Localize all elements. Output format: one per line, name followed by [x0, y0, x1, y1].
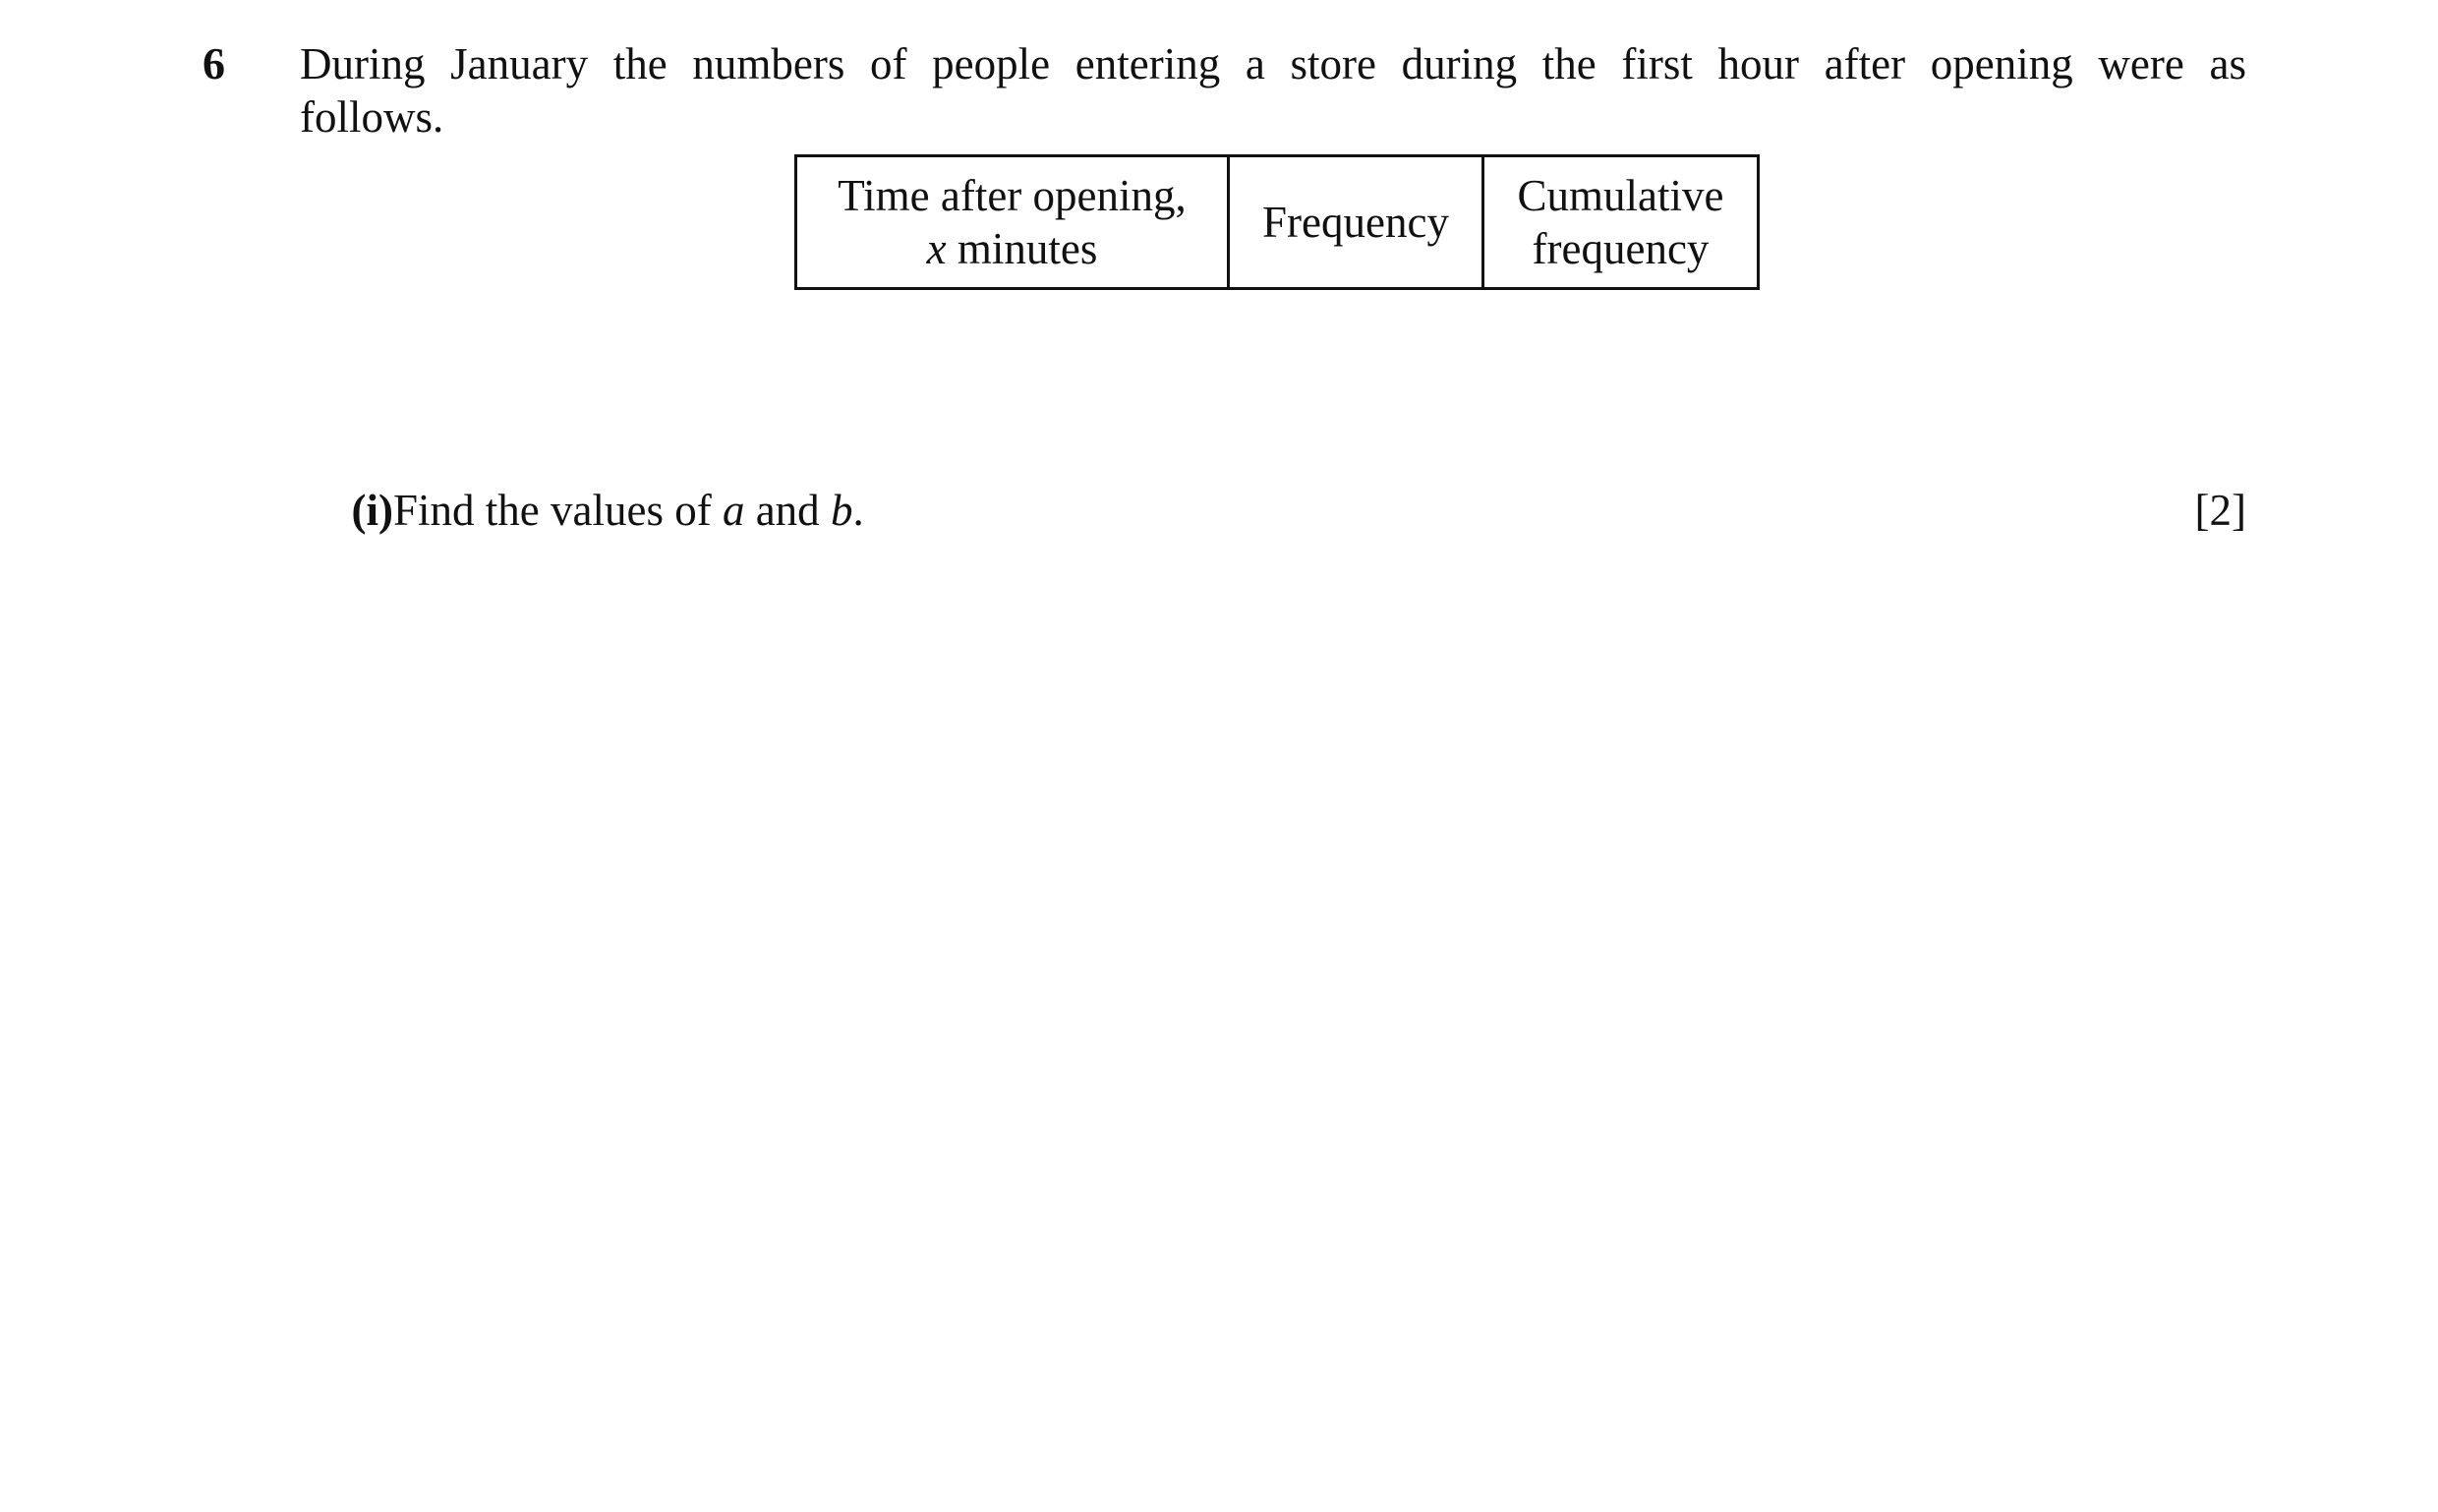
- intro-line-1: During January the numbers of people entering a store during the first hour after opening were as: [300, 39, 2246, 88]
- question-number: 6: [203, 38, 225, 88]
- part-i-marks: [2]: [2194, 486, 2246, 535]
- question-intro: [300, 37, 2246, 144]
- frequency-table: [794, 154, 1760, 290]
- header-frequency: Frequency: [1229, 156, 1483, 289]
- part-i-text: [393, 484, 2246, 537]
- part-i-text-a: Find the values of: [393, 486, 723, 535]
- header-time-unit: minutes: [946, 224, 1098, 273]
- header-time-after-opening: [796, 156, 1229, 289]
- header-cum-line1: Cumulative: [1517, 171, 1724, 220]
- table-header-row: [796, 156, 1759, 289]
- header-time-line1: Time after opening,: [838, 171, 1187, 220]
- part-i-text-c: .: [852, 486, 864, 535]
- header-cum-line2: frequency: [1532, 224, 1710, 273]
- header-time-var: x: [926, 224, 947, 273]
- var-b: b: [830, 486, 853, 535]
- part-i-text-b: and: [744, 486, 831, 535]
- part-i-label: (i): [351, 486, 393, 535]
- intro-line-2: follows.: [300, 92, 444, 142]
- header-cumulative-frequency: [1483, 156, 1759, 289]
- var-a: a: [722, 486, 745, 535]
